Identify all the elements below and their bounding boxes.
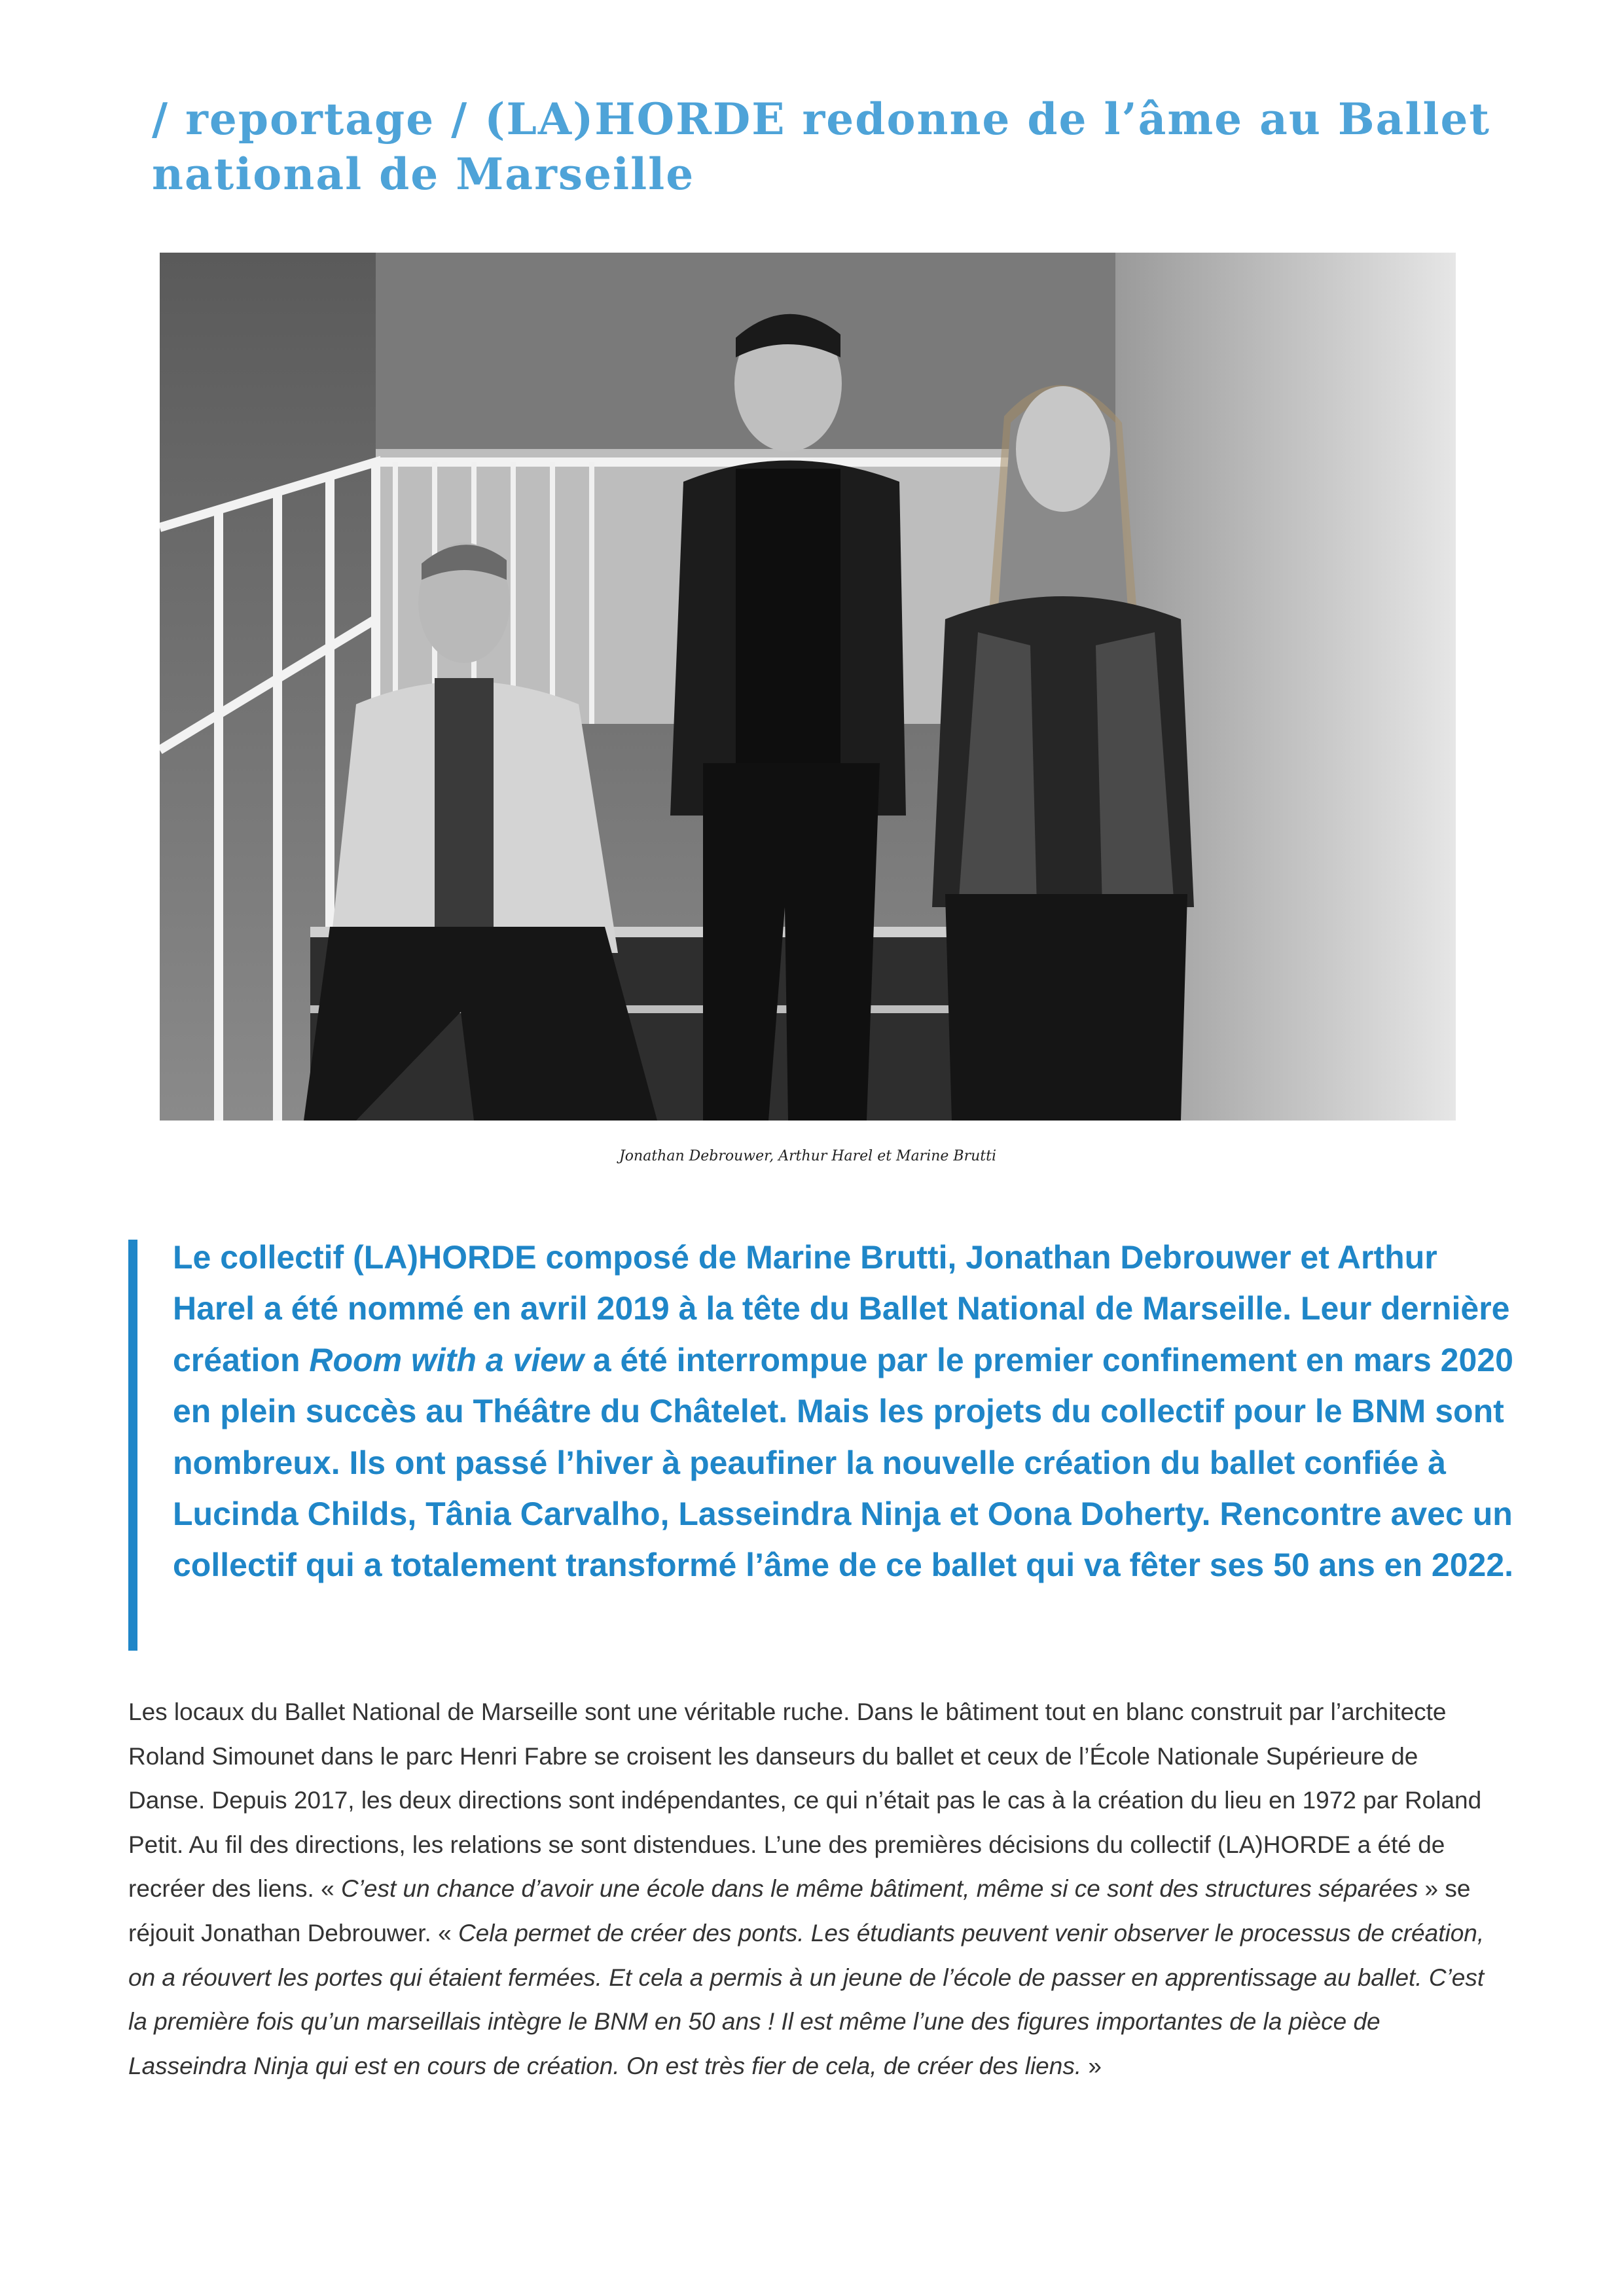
body-text-part: » se réjouit Jonathan Debrouwer. « <box>128 1875 1471 1946</box>
article-photo <box>160 253 1456 1121</box>
photo-caption: Jonathan Debrouwer, Arthur Harel et Marine Brutti <box>619 1148 996 1164</box>
article-title: / reportage / (LA)HORDE redonne de l’âme au Ballet national de Marseille <box>152 94 1491 200</box>
lead-text-part: a été interrompue par le premier confinement en mars 2020 en plein succès au Théâtre du Châtelet. Mais les projets du collectif pour le BNM sont nombreux. Ils ont passé l’hiver à peaufiner la nouvelle création du ballet confiée à Lucinda Childs, Tânia Carvalho, Lasseindra Ninja et Oona Doherty. Rencontre avec un collectif qui a totalement transformé l’âme de ce ballet qui va fêter ses 50 ans en 2022. <box>173 1341 1514 1584</box>
portrait-photo-illustration <box>160 253 1456 1121</box>
blockquote-bar <box>128 1240 137 1651</box>
work-title: Room with a view <box>309 1341 584 1378</box>
quote: Cela permet de créer des ponts. Les étudiants peuvent venir observer le processus de création, on a réouvert les portes qui étaient fermées. Et cela a permis à un jeune de l’école de passer en apprentissage au ballet. C’est la première fois qu’un marseillais intègre le BNM en 50 ans ! Il est même l’une des figures importantes de la pièce de Lasseindra Ninja qui est en cours de création. On est très fier de cela, de créer des liens. <box>128 1919 1485 2079</box>
body-paragraph <box>128 1690 1490 2088</box>
lead-text <box>173 1232 1521 1591</box>
lead-paragraph <box>128 1232 1529 1651</box>
body-text-part: Les locaux du Ballet National de Marseille sont une véritable ruche. Dans le bâtiment tout en blanc construit par l’architecte Roland Simounet dans le parc Henri Fabre se croisent les danseurs du ballet et ceux de l’École Nationale Supérieure de Danse. Depuis 2017, les deux directions sont indépendantes, ce qui n’était pas le cas à la création du lieu en 1972 par Roland Petit. Au fil des directions, les relations se sont distendues. L’une des premières décisions du collectif (LA)HORDE a été de recréer des liens. « <box>128 1698 1482 1903</box>
body-text-part: » <box>1081 2052 1102 2079</box>
lead-text-part: Le collectif (LA)HORDE composé de Marine Brutti, Jonathan Debrouwer et Arthur Harel a été nommé en avril 2019 à la tête du Ballet National de Marseille. Leur dernière création <box>173 1239 1510 1378</box>
quote: C’est un chance d’avoir une école dans le même bâtiment, même si ce sont des structures séparées <box>340 1875 1418 1903</box>
